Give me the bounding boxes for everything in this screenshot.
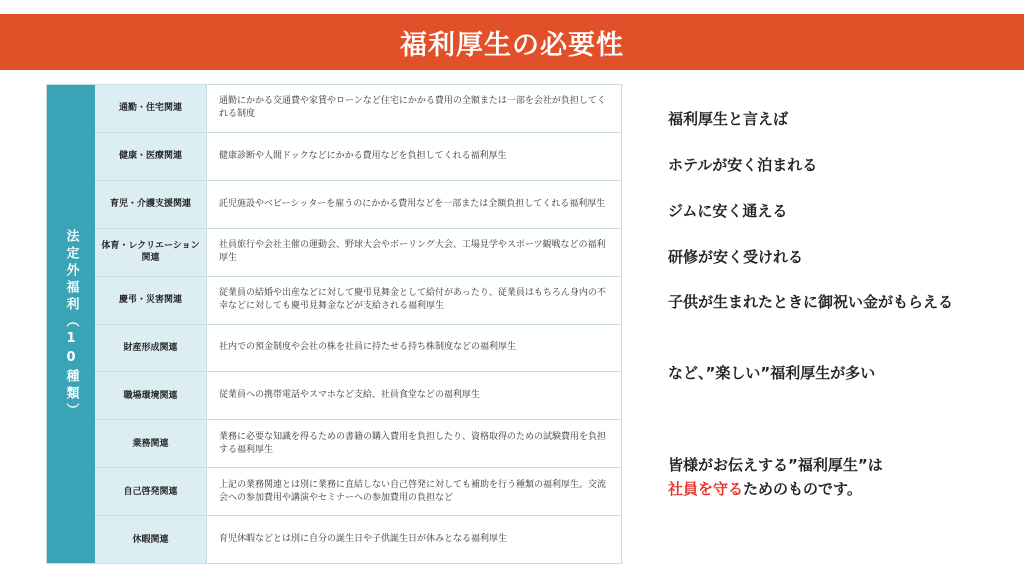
table-row — [95, 229, 621, 277]
category-cell: 業務関連 — [95, 420, 207, 467]
category-cell: 健康・医療関連 — [95, 133, 207, 180]
category-cell: 自己啓発関連 — [95, 468, 207, 515]
commentary-line: 子供が生まれたときに御祝い金がもらえる — [668, 293, 954, 311]
commentary-line: ジムに安く通える — [668, 202, 788, 220]
table-row — [95, 420, 621, 468]
commentary-line: 研修が安く受けれる — [668, 248, 804, 266]
category-cell: 慶弔・災害関連 — [95, 277, 207, 324]
page-title: 福利厚生の必要性 — [400, 29, 624, 61]
description-cell: 上記の業務関連とは別に業務に直結しない自己啓発に対しても補助を行う種類の福利厚生。交流会への参加費用や講演やセミナーへの参加費用の負担など — [219, 479, 607, 503]
title-bar — [0, 14, 1024, 70]
highlight-text: 社員を守る — [668, 480, 744, 498]
category-cell: 職場環境関連 — [95, 372, 207, 419]
commentary-line: など、”楽しい”福利厚生が多い — [668, 364, 876, 382]
description-cell: 社員旅行や会社主催の運動会、野球大会やボーリング大会、工場見学やスポーツ観戦などの福利厚生 — [219, 240, 606, 264]
table-rows — [95, 85, 621, 563]
description-cell: 健康診断や人間ドックなどにかかる費用などを負担してくれる福利厚生 — [219, 150, 507, 161]
commentary-line-final — [668, 478, 862, 499]
table-row — [95, 277, 621, 325]
description-cell: 育児休暇などとは別に自分の誕生日や子供誕生日が休みとなる福利厚生 — [219, 534, 508, 545]
table-row — [95, 372, 621, 420]
description-cell: 社内での預金制度や会社の株を社員に持たせる持ち株制度などの福利厚生 — [219, 342, 517, 353]
benefits-table — [46, 84, 622, 564]
table-side-label — [47, 85, 95, 563]
table-row — [95, 468, 621, 516]
description-cell: 託児施設やベビーシッターを雇うのにかかる費用などを一部または全額負担してくれる福利厚生 — [219, 198, 606, 209]
commentary-line: 皆様がお伝えする”福利厚生”は — [668, 456, 883, 474]
commentary-line: ホテルが安く泊まれる — [668, 156, 818, 174]
description-cell: 従業員への携帯電話やスマホなど支給、社員食堂などの福利厚生 — [219, 390, 480, 401]
description-cell: 業務に必要な知識を得るための書籍の購入費用を負担したり、資格取得のための試験費用を負担する福利厚生 — [219, 431, 607, 455]
category-cell: 財産形成関連 — [95, 325, 207, 372]
table-row — [95, 85, 621, 133]
category-cell: 育児・介護支援関連 — [95, 181, 207, 228]
category-cell: 休暇関連 — [95, 516, 207, 563]
side-label-text: 法定外福利（10種類） — [63, 228, 79, 420]
description-cell: 従業員の結婚や出産などに対して慶弔見舞金として給付があったり、従業員はもちろん身内の不幸などに対しても慶弔見舞金などが支給される福利厚生 — [219, 288, 606, 312]
commentary-line: 福利厚生と言えば — [668, 110, 789, 128]
category-cell: 通勤・住宅関連 — [95, 85, 207, 132]
table-row — [95, 181, 621, 229]
table-row — [95, 325, 621, 373]
table-row — [95, 133, 621, 181]
commentary-text: ためのものです。 — [743, 480, 862, 498]
table-row — [95, 516, 621, 563]
category-cell: 体育・レクリエーション関連 — [95, 229, 207, 276]
description-cell: 通勤にかかる交通費や家賃やローンなど住宅にかかる費用の全額または一部を会社が負担してくれる制度 — [219, 96, 606, 120]
